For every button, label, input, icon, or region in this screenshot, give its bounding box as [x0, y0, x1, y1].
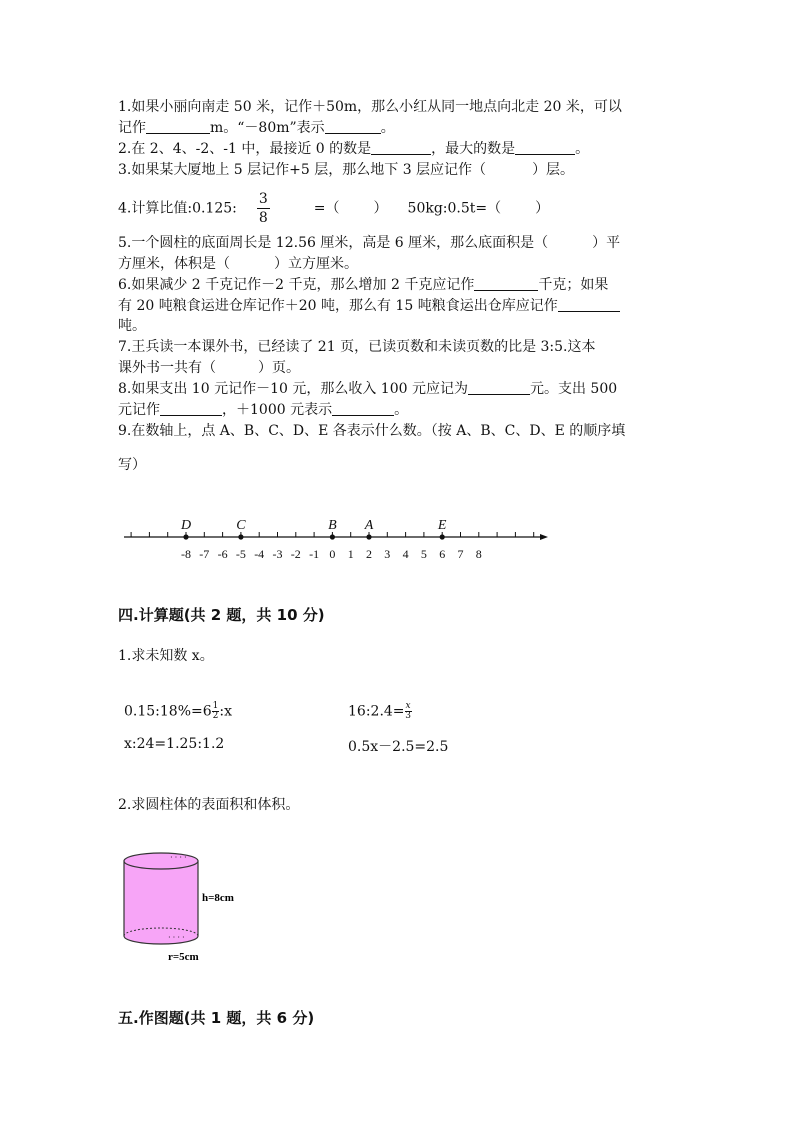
- equation-4: 0.5x－2.5=2.5: [348, 739, 449, 755]
- number-line-point-label-e: E: [437, 518, 447, 533]
- cylinder-top-dots: · · · ·: [170, 853, 187, 862]
- q8-blank-3[interactable]: [332, 401, 394, 416]
- q9-line1: 9.在数轴上，点 A、B、C、D、E 各表示什么数。（按 A、B、C、D、E 的顺序填: [118, 423, 626, 439]
- q1-text-c: 。: [380, 120, 395, 136]
- number-line-tick-label: -8: [181, 547, 191, 561]
- q4-text-d: 50kg:0.5t=（: [407, 200, 502, 217]
- q4-text-c: ）: [373, 200, 388, 217]
- q6-blank-1[interactable]: [474, 276, 538, 291]
- q5-text-b: ）平: [592, 235, 621, 251]
- q8-text-b: 元。支出 500: [529, 381, 618, 397]
- q8-text-d: ，＋1000 元表示: [222, 402, 333, 418]
- q2-text-c: 。: [575, 141, 590, 157]
- number-line-tick-label: 6: [439, 547, 446, 561]
- q6-text-c: 有 20 吨粮食运进仓库记作＋20 吨，那么有 15 吨粮食运出仓库应记作: [118, 298, 558, 314]
- number-line-point-label-a: A: [364, 518, 374, 533]
- number-line-tick-label: 5: [420, 547, 427, 561]
- q5-line2: [118, 254, 358, 274]
- q4-line: [118, 190, 549, 227]
- q2-line: [118, 139, 589, 159]
- equation-1: 0.15:18%=6 $\frac{1}{2}$ :x: [124, 701, 233, 721]
- section4-title: 四.计算题(共 2 题，共 10 分): [118, 606, 325, 624]
- q4-text-b: =（: [313, 200, 340, 217]
- q5-text-d: ）立方厘米。: [274, 256, 358, 272]
- q8-text-a: 8.如果支出 10 元记作－10 元，那么收入 100 元应记为: [118, 381, 468, 397]
- number-line-tick-label: 1: [347, 547, 354, 561]
- equation-3: x:24=1.25:1.2: [124, 736, 225, 752]
- q6-blank-2[interactable]: [558, 297, 620, 312]
- q5-text-c: 方厘米，体积是（: [118, 256, 230, 272]
- q4-text-e: ）: [535, 200, 550, 217]
- q4-text-a: 4.计算比值:0.125:: [118, 200, 237, 217]
- number-line-arrow: [540, 534, 548, 540]
- q8-text-e: 。: [394, 402, 409, 418]
- q7-line2: [118, 358, 300, 378]
- number-line-tick-label: -2: [290, 547, 301, 561]
- equation-2-fraction: $\frac{x}{3}$: [405, 701, 411, 721]
- section4-q2-title: 2.求圆柱体的表面积和体积。: [118, 797, 300, 813]
- number-line-point-label-c: C: [236, 518, 246, 533]
- number-line-tick-label: 4: [402, 547, 409, 561]
- q7-text-b: ）页。: [258, 360, 300, 376]
- number-line-point-e: [440, 534, 445, 539]
- cylinder-body: [124, 861, 198, 944]
- number-line-point-b: [330, 534, 335, 539]
- number-line-tick-label: 8: [475, 547, 482, 561]
- q2-text-b: ，最大的数是: [431, 141, 516, 157]
- q6-line3: 吨。: [118, 318, 146, 334]
- q8-text-c: 元记作: [118, 402, 160, 418]
- q3-line: [118, 160, 574, 180]
- q1-blank-2[interactable]: [325, 119, 381, 134]
- number-line-point-label-d: D: [180, 518, 192, 533]
- cylinder-radius-label: r=5cm: [168, 951, 199, 963]
- q2-blank-2[interactable]: [515, 140, 575, 155]
- q5-line1: [118, 233, 620, 253]
- q3-text-b: ）层。: [532, 162, 575, 178]
- q6-text-b: 千克；如果: [538, 277, 609, 293]
- q1-blank-1[interactable]: [146, 119, 210, 134]
- q6-text-a: 6.如果减少 2 千克记作－2 千克，那么增加 2 千克应记作: [118, 277, 475, 293]
- q6-line2: [118, 296, 620, 316]
- number-line-tick-label: -3: [272, 547, 283, 561]
- q1-line2: [118, 118, 395, 138]
- q6-line1: [118, 275, 608, 295]
- q9-line2: 写）: [118, 457, 146, 473]
- q8-line1: [118, 379, 617, 399]
- q1-line1: 1.如果小丽向南走 50 米，记作＋50m，那么小红从同一地点向北走 20 米，可以: [118, 99, 622, 115]
- equation-2: 16:2.4= $\frac{x}{3}$: [348, 701, 411, 721]
- cylinder-height-label: h=8cm: [202, 892, 234, 904]
- q8-blank-1[interactable]: [468, 380, 530, 395]
- q4-fraction: $\frac{3}{8}$: [258, 191, 268, 226]
- q3-text-a: 3.如果某大厦地上 5 层记作+5 层，那么地下 3 层应记作（: [118, 162, 487, 178]
- q2-blank-1[interactable]: [371, 140, 431, 155]
- number-line-tick-label: -5: [235, 547, 246, 561]
- number-line-point-c: [238, 534, 243, 539]
- number-line: [118, 505, 558, 570]
- number-line-tick-label: -1: [309, 547, 320, 561]
- cylinder-figure: [118, 846, 258, 966]
- q8-blank-2[interactable]: [160, 401, 222, 416]
- q7-text-a: 课外书一共有（: [118, 360, 216, 376]
- section5-title: 五.作图题(共 1 题，共 6 分): [118, 1009, 315, 1027]
- cylinder-bottom-dots: · · · ·: [168, 933, 185, 942]
- number-line-tick-label: 7: [457, 547, 464, 561]
- q7-line1: 7.王兵读一本课外书，已经读了 21 页，已读页数和未读页数的比是 3:5.这本: [118, 339, 596, 355]
- number-line-point-d: [183, 534, 188, 539]
- number-line-tick-label: -6: [217, 547, 228, 561]
- number-line-tick-label: 3: [384, 547, 391, 561]
- cylinder-top-ellipse: [124, 853, 198, 869]
- section4-q1-title: 1.求未知数 x。: [118, 648, 214, 664]
- q8-line2: [118, 400, 408, 420]
- equation-1-fraction: $\frac{1}{2}$: [212, 701, 219, 721]
- q2-text-a: 2.在 2、4、-2、-1 中，最接近 0 的数是: [118, 141, 372, 157]
- q1-text-b: m。“－80m”表示: [210, 120, 325, 136]
- q5-text-a: 5.一个圆柱的底面周长是 12.56 厘米，高是 6 厘米，那么底面积是（: [118, 235, 549, 251]
- number-line-tick-label: 2: [366, 547, 372, 561]
- number-line-point-a: [366, 534, 371, 539]
- number-line-tick-label: -7: [199, 547, 210, 561]
- q1-text-a: 记作: [118, 120, 146, 136]
- number-line-point-label-b: B: [328, 518, 337, 533]
- number-line-tick-label: 0: [329, 547, 336, 561]
- number-line-tick-label: -4: [254, 547, 265, 561]
